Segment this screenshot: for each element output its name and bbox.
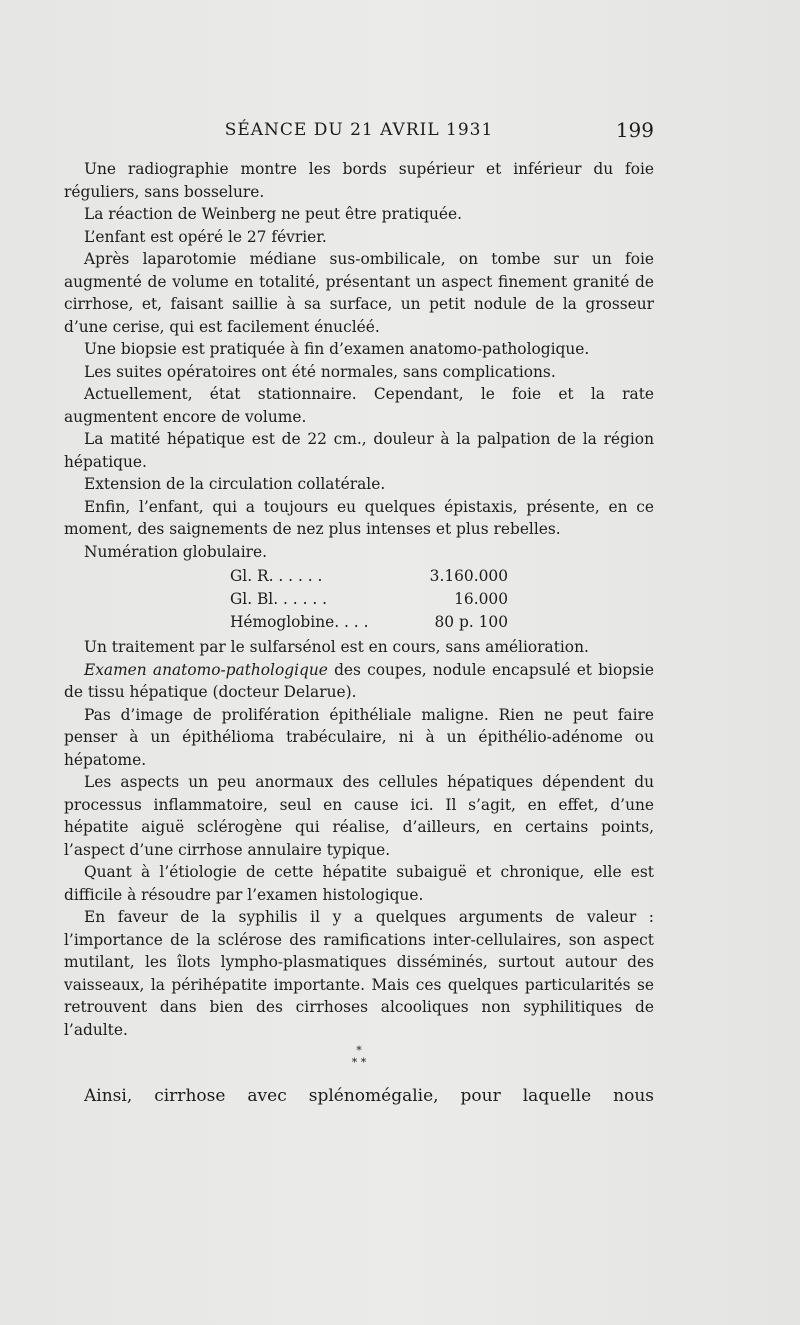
blood-count-label: Hémoglobine. . . .	[230, 613, 369, 631]
blood-count-value: 16.000	[454, 590, 508, 608]
paragraph	[64, 659, 654, 704]
paragraph: Actuellement, état stationnaire. Cependant, le foie et la rate augmentent encore de volume.	[64, 385, 654, 426]
paragraph: Un traitement par le sulfarsénol est en cours, sans amélioration.	[84, 638, 589, 656]
paragraph: Les suites opératoires ont été normales, sans complications.	[84, 362, 556, 381]
paragraph: En faveur de la syphilis il y a quelques arguments de valeur : l’importance de la sclérose des ramifications inter-cellulaires, son aspect mutilant, les îlots lympho-plasmatiques disséminés, surtout autour des vaisseaux, la périhépatite importante. Mais ces quelques particularités se retrouvent dans bien des cirrhoses alcooliques non syphilitiques de l’adulte.	[64, 908, 654, 1039]
paragraph: Après laparotomie médiane sus-ombilicale, on tombe sur un foie augmenté de volume en totalité, présentant un aspect finement granité de cirrhose, et, faisant saillie à sa surface, un petit nodule de la grosseur d’une cerise, qui est facilement énucléé.	[64, 250, 654, 336]
asterism-separator	[64, 1045, 654, 1069]
separator-bottom: * *	[351, 1056, 367, 1069]
paragraph: Quant à l’étiologie de cette hépatite subaiguë et chronique, elle est difficile à résoudre par l’examen histologique.	[64, 863, 654, 904]
separator-top: *	[356, 1044, 362, 1057]
blood-count-table	[230, 565, 530, 634]
blood-count-row	[230, 588, 530, 611]
blood-count-label: Gl. R. . . . . .	[230, 567, 323, 585]
page-header	[64, 120, 654, 150]
paragraph: Une radiographie montre les bords supérieur et inférieur du foie réguliers, sans bosselure.	[64, 160, 654, 201]
running-title: SÉANCE DU 21 AVRIL 1931	[224, 120, 494, 140]
paragraph: Numération globulaire.	[84, 542, 267, 561]
final-line: Ainsi, cirrhose avec splénomégalie, pour laquelle nous	[84, 1086, 654, 1106]
body-text	[64, 158, 654, 1109]
paragraph: Une biopsie est pratiquée à fin d’examen anatomo-pathologique.	[84, 340, 590, 358]
italic-heading: Examen anatomo-pathologique	[84, 660, 328, 679]
page-number: 199	[615, 118, 654, 142]
blood-count-value: 80 p. 100	[434, 613, 508, 631]
paragraph: La matité hépatique est de 22 cm., douleur à la palpation de la région hépatique.	[64, 430, 654, 471]
paragraph: Extension de la circulation collatérale.	[84, 475, 386, 493]
paragraph: L’enfant est opéré le 27 février.	[84, 227, 327, 246]
blood-count-row	[230, 611, 530, 634]
paragraph: Enfin, l’enfant, qui a toujours eu quelques épistaxis, présente, en ce moment, des saignements de nez plus intenses et plus rebelles.	[64, 497, 654, 538]
blood-count-row	[230, 565, 530, 588]
blood-count-label: Gl. Bl. . . . . .	[230, 590, 328, 608]
paragraph: Les aspects un peu anormaux des cellules hépatiques dépendent du processus inflammatoire, seul en cause ici. Il s’agit, en effet, d’une hépatite aiguë sclérogène qui réalise, d’ailleurs, en certains points, l’aspect d’une cirrhose annulaire typique.	[64, 773, 654, 859]
paragraph: La réaction de Weinberg ne peut être pratiquée.	[84, 205, 463, 223]
paragraph: Pas d’image de prolifération épithéliale maligne. Rien ne peut faire penser à un épithélioma trabéculaire, ni à un épithélio-adénome ou hépatome.	[64, 705, 654, 769]
blood-count-value: 3.160.000	[429, 567, 508, 585]
paragraph-text: des coupes, nodule encapsulé et biopsie de tissu hépatique (docteur Delarue).	[64, 660, 654, 701]
